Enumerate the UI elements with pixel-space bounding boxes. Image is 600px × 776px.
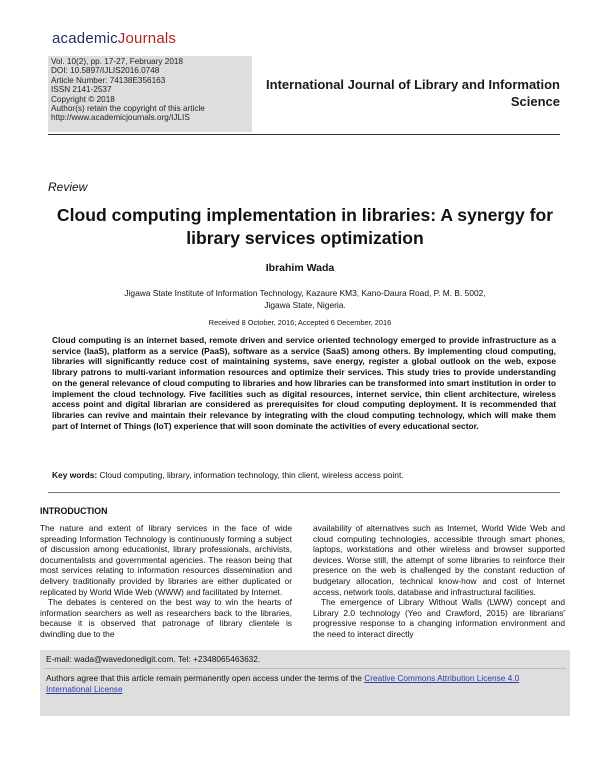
keywords-label: Key words: — [52, 470, 98, 480]
license-link[interactable]: Creative Commons Attribution License 4.0 International License — [46, 673, 520, 694]
logo-part-journals: Journals — [117, 30, 177, 47]
section-label: Review — [48, 180, 88, 194]
info-rights: Author(s) retain the copyright of this article — [51, 104, 205, 114]
license-text: Authors agree that this article remain permanently open access under the terms of the — [46, 673, 362, 683]
body-column-right — [313, 523, 565, 640]
footer-divider — [44, 668, 566, 669]
introduction-heading: INTRODUCTION — [40, 506, 108, 516]
author-email: E-mail: wada@wavedonedigit.com. Tel: +2348065463632. — [46, 654, 261, 664]
author-name: Ibrahim Wada — [265, 262, 335, 274]
info-journal-url[interactable]: http://www.academicjournals.org/IJLIS — [51, 113, 190, 123]
abstract: Cloud computing is an internet based, remote driven and service oriented technology emerged to provide infrastructure as a service (IaaS), platform as a service (PaaS), software as a service (SaaS) among others. By implementing cloud computing, libraries will significantly reduce cost of maintaining systems, save energy, register a global outlook on the web, expose library patrons to multi-variant information resources and optimize their services. This study tries to provide understanding on the general relevance of cloud computing to libraries and how libraries can be transformed into smart institution in order to implement the cloud technology. Five facilities such as digital resources, internet service, thin client architecture, wireless access point and digital librarian are considered as prerequisites for cloud computing deployment. It is recommended that libraries can revive and maintain their relevance by integrating with the cloud computing technology, which will make them part of Internet of Things (IoT) experience that will soon dominate the activities of every educational sector. — [52, 335, 556, 431]
keywords-list: Cloud computing, library, information technology, thin client, wireless access point. — [99, 470, 404, 480]
header-divider — [48, 134, 560, 135]
info-issn: ISSN 2141-2537 — [51, 85, 112, 95]
article-info-box — [48, 56, 252, 132]
logo-part-academic: academic — [52, 30, 118, 47]
body-paragraph: The emergence of Library Without Walls (LWW) concept and Library 2.0 technology (Yeo and Crawford, 2015) are librarians' progressive response to a changing information environment and the need to interact directly — [313, 597, 565, 639]
affiliation-line-2: Jigawa State, Nigeria. — [264, 300, 346, 310]
info-volume: Vol. 10(2), pp. 17-27, February 2018 — [51, 57, 183, 66]
journal-title: International Journal of Library and Information Science — [266, 77, 560, 109]
author-affiliation — [60, 287, 550, 311]
keywords — [52, 470, 556, 480]
article-title: Cloud computing implementation in libraries: A synergy for library services optimization — [56, 205, 554, 248]
body-paragraph: The nature and extent of library services in the face of wide spreading Information Technology is continuously forming a subject of discussion among educationist, library professionals, archivists, documentalists and governmental agencies. The reason being that most services relating to information resources dissemination and delivery traditionally provided by libraries are either duplicated or replicated by World Wide Web (WWW) and facilitated by Internet. — [40, 523, 292, 597]
license-notice — [46, 673, 562, 694]
affiliation-line-1: Jigawa State Institute of Information Technology, Kazaure KM3, Kano-Daura Road, P. M. B. 5002, — [124, 288, 486, 298]
info-copyright: Copyright © 2018 — [51, 94, 115, 104]
body-paragraph: The debates is centered on the best way to win the hearts of information searchers as well as researchers back to the libraries, because it is observed that patronage of library clientele is dwindling due to the — [40, 597, 292, 639]
abstract-divider — [48, 492, 560, 493]
body-paragraph: availability of alternatives such as Internet, World Wide Web and cloud computing technologies, accessible through smart phones, laptops, workstations and other wireless and browser supported devices. Worse still, the attempt of some libraries to reinforce their presence on the web is challenged by the constant reduction of budgetary allocation, technical know-how and cost of Internet access, network tools, database and infrastructural facilities. — [313, 523, 565, 597]
body-column-left — [40, 523, 292, 640]
info-doi: DOI: 10.5897/IJLIS2016.0748 — [51, 66, 160, 76]
received-accepted-dates: Received 8 October, 2016; Accepted 6 December, 2016 — [208, 318, 392, 327]
info-article-number: Article Number: 74138E356163 — [51, 75, 166, 85]
publisher-logo — [52, 30, 176, 47]
